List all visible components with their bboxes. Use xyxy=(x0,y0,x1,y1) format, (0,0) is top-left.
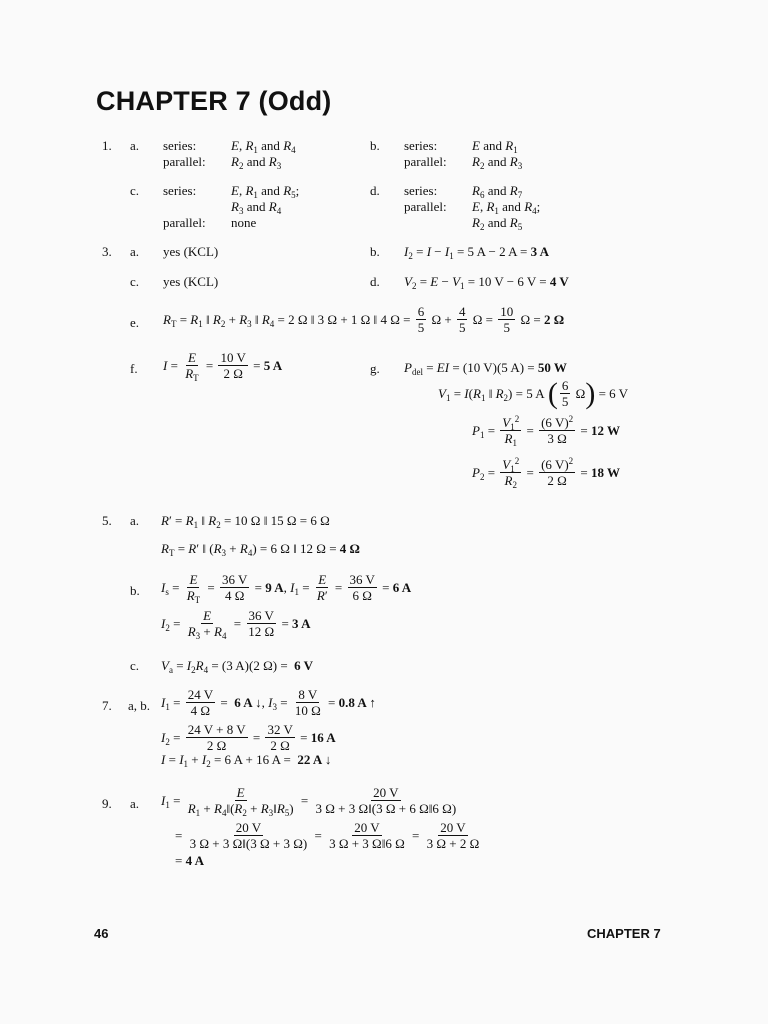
problem-1c: series: E, $R_1$ and $R_5$; $R_3$ and $R_4$ parallel: none xyxy=(163,183,300,230)
chapter-title: CHAPTER 7 (Odd) xyxy=(96,86,332,116)
part-label-3e: e. xyxy=(130,315,140,330)
problem-5c: $V_a = I_2R_4 = (3$ A)(2 Ω) = 6 V xyxy=(161,658,314,675)
problem-3f: I = $\frac{E}{R_T}$ = $\frac{10 V}{2 \Omega}$ = 5 A xyxy=(163,350,283,383)
problem-7-i2: $I_2$ = $\frac{24 V + 8 V}{2 \Omega}$ = $\frac{32 V}{2 \Omega}$ = 16 A xyxy=(161,722,336,753)
problem-5b-i2: $I_2$ = $\frac{E}{R_3 + R_4}$ = $\frac{36 V}{12 \Omega}$ = 3 A xyxy=(161,608,311,641)
problem-number-9: 9. xyxy=(102,796,112,811)
problem-9-line2: = $\frac{20 V}{3 \Omega + 3 \Omega‖(3 \Omega + 3 \Omega)}$ = $\frac{20 V}{3 \Omega + 3 \Omega‖6 \Omega}$ = $\frac{20 V}{3 \Omega + 2 \Omega}$ xyxy=(175,820,480,851)
problem-number-7: 7. xyxy=(102,698,112,713)
problem-7-i1-i3: $I_1$ = $\frac{24 V}{4 \Omega}$ = 6 A ↓, $I_3$ = $\frac{8 V}{10 \Omega}$ = 0.8 A ↑ xyxy=(161,687,376,718)
problem-number-5: 5. xyxy=(102,513,112,528)
problem-3b: $I_2 = I - I_1 = 5$ A − 2 A = 3 A xyxy=(404,244,550,261)
part-label-7ab: a, b. xyxy=(128,698,151,713)
problem-3e: $R_T = R_1$ ‖ $R_2 + R_3$ ‖ $R_4 = 2$ Ω ‖ 3 Ω + 1 Ω ‖ 4 Ω = $\frac{6}{5}$ Ω + $\frac{4}{5}$ Ω = $\frac{10}{5}$ Ω = 2 Ω xyxy=(163,304,565,335)
problem-1d: series: $R_6$ and $R_7$ parallel: E, $R_1$ and $R_4$; $R_2$ and $R_5$ xyxy=(404,183,541,232)
part-label-3c: c. xyxy=(130,274,140,289)
part-label-1d: d. xyxy=(370,183,380,198)
problem-5b-is: $I_s$ = $\frac{E}{R_T}$ = $\frac{36 V}{4 \Omega}$ = 9 A, $I_1$ = $\frac{E}{R'}$ = $\frac{36 V}{6 \Omega}$ = 6 A xyxy=(161,572,412,605)
problem-3d: $V_2 = E - V_1 = 10$ V − 6 V = 4 V xyxy=(404,274,569,291)
problem-3a: yes (KCL) xyxy=(163,244,219,259)
part-label-5a: a. xyxy=(130,513,140,528)
part-label-5b: b. xyxy=(130,583,140,598)
problem-3g-power: $P_{del}$ = EI = (10 V)(5 A) = 50 W xyxy=(404,360,567,377)
part-label-1c: c. xyxy=(130,183,140,198)
problem-9-result: = 4 A xyxy=(175,853,205,868)
problem-number-1: 1. xyxy=(102,138,112,153)
problem-3g-p2: $P_2$ = $\frac{V_1^2}{R_2}$ = $\frac{(6 V)^2}{2 \Omega}$ = 18 W xyxy=(472,456,621,490)
part-label-3f: f. xyxy=(130,361,138,376)
part-label-1a: a. xyxy=(130,138,140,153)
part-label-3d: d. xyxy=(370,274,380,289)
problem-5a-rt: $R_T = R'$ ‖ $(R_3 + R_4) = 6$ Ω ‖ 12 Ω = 4 Ω xyxy=(161,541,360,558)
part-label-3b: b. xyxy=(370,244,380,259)
problem-1a: series: E, $R_1$ and $R_4$ parallel: $R_2$ and $R_3$ xyxy=(163,138,296,171)
problem-3c: yes (KCL) xyxy=(163,274,219,289)
part-label-3g: g. xyxy=(370,361,380,376)
problem-5a-rprime: $R' = R_1$ ‖ $R_2 = 10$ Ω ‖ 15 Ω = 6 Ω xyxy=(161,513,330,530)
problem-7-i: $I = I_1 + I_2 = 6$ A + 16 A = 22 A ↓ xyxy=(161,752,332,769)
part-label-3a: a. xyxy=(130,244,140,259)
problem-3g-p1: $P_1$ = $\frac{V_1^2}{R_1}$ = $\frac{(6 V)^2}{3 \Omega}$ = 12 W xyxy=(472,414,621,448)
part-label-1b: b. xyxy=(370,138,380,153)
problem-number-3: 3. xyxy=(102,244,112,259)
problem-9-line1: $I_1$ = $\frac{E}{R_1 + R_4‖(R_2 + R_3‖R_5)}$ = $\frac{20 V}{3 \Omega + 3 \Omega‖(3 \Omega + 6 \Omega‖6 \Omega)}$ xyxy=(161,785,457,818)
problem-3g-v1: $V_1 = I(R_1$ ‖ $R_2) = 5$ A ( $\frac{6}{5}$ Ω ) = 6 V xyxy=(438,376,629,410)
part-label-5c: c. xyxy=(130,658,140,673)
part-label-9a: a. xyxy=(130,796,140,811)
footer-chapter-label: CHAPTER 7 xyxy=(587,926,661,941)
problem-1b: series: E and $R_1$ parallel: $R_2$ and $R_3$ xyxy=(404,138,523,171)
page-number: 46 xyxy=(94,926,109,941)
